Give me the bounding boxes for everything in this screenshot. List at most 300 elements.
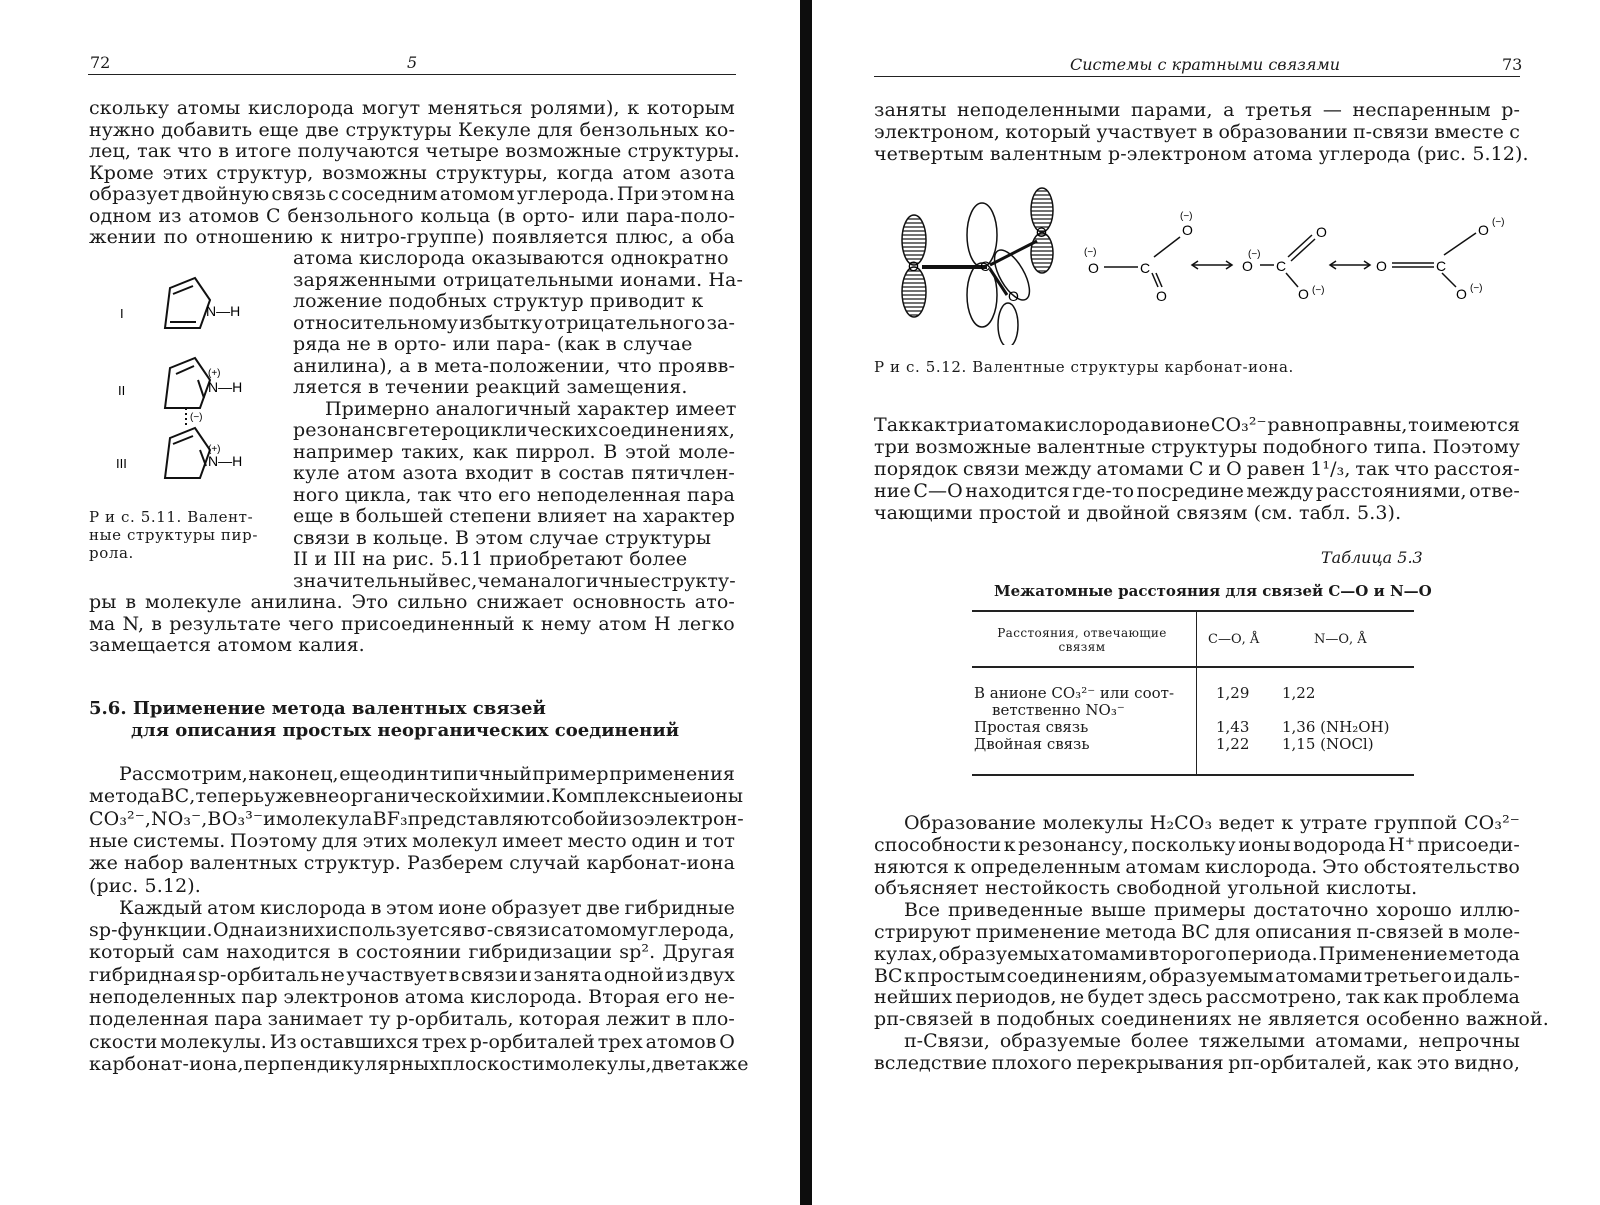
table-cell-name: Простая связь	[974, 718, 1089, 736]
text-line	[293, 441, 735, 463]
word: этом	[660, 183, 709, 205]
text-line	[89, 964, 735, 986]
word: порядок	[874, 458, 958, 480]
text-line: ряда не в орто- или пара- (как в случае	[293, 333, 693, 355]
word: плюс,	[615, 226, 675, 248]
word: влияет	[537, 505, 608, 527]
word: в	[386, 419, 398, 441]
word: группой	[1374, 812, 1458, 834]
word: образует	[89, 183, 180, 205]
word: карбонат-иона	[586, 852, 735, 875]
word: ВС	[874, 964, 903, 987]
s3-charge-top: (−)	[1492, 217, 1505, 228]
word: связи	[962, 458, 1020, 480]
word: атомами	[1096, 458, 1184, 480]
word: кислорода.	[1204, 855, 1318, 878]
text-line: II и III на рис. 5.11 приобретают более	[293, 548, 688, 570]
word: sp².	[619, 941, 656, 964]
word: с	[550, 919, 562, 942]
text-line	[89, 830, 735, 852]
word: случай	[509, 852, 581, 875]
word: σ-связи	[473, 919, 551, 942]
section-heading-line-2: для описания простых неорганических соединений	[131, 720, 680, 741]
word: проблема	[1421, 986, 1520, 1009]
text-line	[293, 462, 735, 484]
word: состав	[558, 462, 625, 484]
word: кислорода	[260, 896, 367, 919]
word: теперь	[195, 785, 265, 808]
word: к	[627, 97, 640, 119]
word: не	[320, 963, 345, 986]
word: стрируют	[874, 921, 972, 943]
word: для	[537, 118, 574, 141]
s1-o-top: O	[1182, 222, 1193, 238]
word: легко	[677, 612, 735, 635]
text-line	[874, 834, 1520, 856]
word: для	[321, 829, 358, 852]
word: π-связи	[1353, 120, 1429, 143]
word: азота	[402, 462, 458, 484]
header-rule	[88, 74, 736, 75]
word: иллю-	[1459, 899, 1520, 922]
word: атом	[622, 161, 671, 184]
word: p-орбиталь,	[395, 1008, 514, 1031]
structure-label-1: I	[120, 306, 124, 321]
text-line	[89, 1031, 735, 1053]
word: азота	[679, 161, 735, 184]
word: изоэлектрон-	[609, 807, 744, 830]
word: аналогичные	[516, 569, 651, 592]
word: что	[1394, 458, 1430, 480]
text-line	[874, 856, 1520, 878]
word: молекуле	[144, 591, 242, 613]
text-line	[874, 480, 1520, 502]
table-rule-bottom	[972, 774, 1414, 776]
word: скольку	[89, 97, 170, 119]
word: анилина),	[293, 354, 393, 377]
text-line: атома кислорода оказываются однократно	[293, 247, 729, 269]
word: имеет	[502, 829, 564, 852]
word: ионы	[690, 785, 744, 808]
s3-c: C	[1436, 258, 1447, 274]
word: ВС	[1181, 921, 1210, 943]
word: жении	[89, 226, 157, 248]
word: В	[603, 440, 618, 463]
word: куле	[293, 462, 340, 484]
word: Все	[904, 899, 941, 922]
text-line	[89, 591, 735, 613]
word: рассмотрено,	[1205, 986, 1343, 1009]
word: pπ-орбиталей,	[1228, 1051, 1373, 1074]
word: с	[328, 183, 339, 205]
word: присоединенный	[341, 612, 515, 635]
word: на	[612, 505, 638, 527]
word: один	[380, 763, 430, 785]
table-rule-top	[972, 610, 1414, 612]
word: электронов	[283, 986, 400, 1008]
word: собой	[550, 807, 610, 830]
word: плоскости	[440, 1052, 545, 1075]
word: метода	[89, 785, 161, 808]
text-line	[874, 965, 1520, 987]
word: еще	[339, 763, 380, 785]
word: находится	[965, 480, 1070, 502]
word: используется	[325, 919, 463, 942]
word: типа.	[1373, 436, 1428, 458]
s1-c: C	[1140, 260, 1151, 276]
word: чем	[477, 569, 517, 592]
word: также	[685, 1052, 749, 1075]
word: метода	[1448, 942, 1520, 965]
word: который	[89, 941, 175, 964]
word: бензольных	[579, 118, 699, 141]
word: пло-	[691, 1008, 735, 1031]
word: пар	[241, 986, 278, 1008]
word: применение	[975, 921, 1101, 943]
caption-line: ные структуры пир-	[89, 526, 258, 544]
word: его	[665, 986, 699, 1008]
text-line: замещается атомом калия.	[89, 634, 365, 656]
word: пиррол.	[515, 440, 596, 463]
word: в	[417, 354, 428, 377]
word: молекулы	[1042, 812, 1144, 834]
text-line	[874, 921, 1520, 943]
word: второго	[1148, 942, 1227, 965]
word: к	[1281, 812, 1294, 834]
word: равен	[1246, 458, 1306, 480]
table-cell-name: В анионе CO₃²⁻ или соот-	[974, 684, 1175, 702]
text-line	[119, 897, 735, 919]
word: нему	[540, 612, 592, 635]
word: ионе	[1161, 414, 1211, 436]
figure-5-12	[892, 185, 1532, 345]
word: оставшихся	[299, 1030, 420, 1053]
word: гетероциклических	[398, 419, 598, 441]
word: Это	[1322, 855, 1359, 878]
word: Одна	[212, 919, 265, 942]
word: пятичлен-	[631, 462, 735, 484]
word: результате	[169, 612, 282, 635]
text-line	[874, 99, 1520, 121]
word: тяжелыми	[1198, 1030, 1306, 1052]
right-page-number: 73	[1502, 55, 1523, 74]
word: в	[339, 505, 351, 527]
word: из	[158, 204, 182, 227]
word: могут	[361, 97, 421, 119]
table-cell-no: 1,36 (NH₂OH)	[1282, 718, 1390, 736]
word: занята	[533, 963, 603, 986]
word: сам	[182, 941, 220, 964]
word: с	[1509, 120, 1520, 143]
word: пара	[687, 483, 735, 506]
word: атомов	[188, 204, 260, 227]
book-spine	[800, 0, 812, 1205]
word: этом	[385, 896, 434, 919]
word: его	[498, 483, 532, 506]
text-line	[89, 919, 735, 941]
word: молекул	[412, 829, 498, 852]
word: Поэтому	[230, 829, 318, 852]
word: возможные	[915, 436, 1032, 458]
word: ионы	[1238, 833, 1291, 856]
text-line	[89, 613, 735, 635]
plus-charge-3: (+)	[208, 444, 221, 455]
word: атом	[346, 462, 396, 484]
word: ролями),	[530, 97, 620, 119]
word: не-	[704, 986, 735, 1008]
word: состоянии	[355, 941, 462, 964]
word: находится	[226, 941, 331, 964]
text-line: pπ-связей в подобных соединениях не является особенно важной.	[874, 1008, 1549, 1031]
s1-charge-left: (−)	[1084, 247, 1097, 258]
word: резонансу,	[1018, 833, 1129, 856]
word: проявв-	[658, 354, 735, 377]
word: не	[1060, 986, 1085, 1009]
word: чего	[288, 612, 334, 635]
word: Образование	[904, 812, 1037, 834]
word: поделенная	[89, 1008, 210, 1031]
text-line	[89, 986, 735, 1008]
word: вместе	[1434, 120, 1504, 143]
word: непрочны	[1418, 1030, 1520, 1052]
word: неподеленных	[89, 986, 236, 1008]
word: атомы	[176, 97, 241, 119]
table-title: Межатомные расстояния для связей С—О и N—О	[994, 582, 1432, 600]
word: образуемых	[938, 942, 1060, 965]
orb-o3: O	[1008, 288, 1019, 304]
text-line	[904, 812, 1520, 834]
word: в	[151, 612, 163, 635]
word: образуемые	[999, 1030, 1122, 1052]
word: пара	[214, 1008, 263, 1031]
table-cell-no: 1,22	[1282, 684, 1316, 702]
word: и	[1208, 458, 1222, 480]
word: двух	[690, 963, 735, 986]
word: молекулы.	[160, 1030, 267, 1053]
word: ко-	[704, 118, 735, 141]
text-line	[874, 458, 1520, 480]
atom-label-1: N—H	[206, 303, 241, 319]
word: углерода,	[636, 919, 735, 942]
word: будет	[1087, 986, 1145, 1009]
word: в	[540, 462, 552, 484]
word: место	[567, 829, 627, 852]
word: О	[1226, 458, 1242, 480]
word: вследствие	[874, 1051, 988, 1074]
text-line	[904, 1030, 1520, 1052]
word: неспаренным	[1352, 99, 1491, 121]
word: BF₃	[372, 807, 408, 830]
word: видно,	[1454, 1051, 1520, 1074]
word: BO₃³⁻	[207, 807, 264, 830]
s3-o-top: O	[1478, 222, 1489, 238]
word: участвует	[346, 963, 448, 986]
word: CO₃²⁻	[1210, 414, 1267, 436]
table-col-divider	[1196, 612, 1197, 776]
word: поскольку	[1131, 833, 1236, 856]
word: неорганической	[315, 785, 482, 808]
word: гибридизации	[468, 941, 613, 964]
word: между	[1024, 458, 1092, 480]
table-cell-co: 1,43	[1216, 718, 1250, 736]
word: что	[457, 483, 493, 506]
word: а	[681, 226, 694, 248]
word: мета-положении,	[434, 354, 611, 377]
text-line	[89, 941, 735, 963]
word: соседним	[340, 183, 438, 205]
text-line	[874, 436, 1520, 458]
word: утрате	[1299, 812, 1368, 834]
running-title: Системы с кратными связями	[1070, 55, 1341, 74]
word: к	[320, 226, 333, 248]
word: три	[874, 436, 910, 458]
word: этой	[625, 440, 671, 463]
text-line	[293, 484, 735, 506]
word: две	[586, 896, 620, 919]
word: —	[1322, 99, 1342, 121]
word: представляют	[407, 807, 551, 830]
word: в	[304, 785, 316, 808]
word: определенным	[970, 855, 1121, 878]
word: одном	[89, 204, 152, 227]
text-line: (рис. 5.12).	[89, 874, 201, 897]
word: Комплексные	[551, 785, 691, 808]
word: оба	[700, 226, 735, 248]
text-line	[89, 807, 744, 830]
word: sp-функции.	[89, 919, 213, 942]
word: выше	[1091, 899, 1147, 922]
word: занимает	[267, 1008, 364, 1031]
word: Это	[351, 591, 389, 613]
word: а	[399, 354, 411, 377]
pyrrole-structures	[110, 270, 280, 500]
word: значительный	[293, 569, 439, 592]
s2-charge-bottom: (−)	[1312, 285, 1325, 296]
word: еще	[293, 505, 334, 527]
text-line	[293, 355, 735, 377]
word: Н	[653, 612, 671, 635]
word: тот	[702, 829, 735, 852]
word: две	[305, 118, 340, 141]
word: атомами	[1275, 964, 1363, 987]
word: так	[1345, 986, 1380, 1009]
word: H⁺	[1388, 833, 1415, 856]
text-line	[89, 1008, 735, 1030]
word: примеры	[1154, 899, 1246, 922]
figure-5-12-caption: Р и с. 5.12. Валентные структуры карбонат-иона.	[874, 358, 1294, 376]
word: скости	[89, 1030, 158, 1053]
word: 1¹/₃,	[1310, 458, 1351, 480]
word: еще	[258, 118, 299, 141]
word: неподеленная	[537, 483, 682, 506]
text-line	[89, 205, 735, 227]
word: образует	[491, 896, 582, 919]
word: этих	[362, 829, 408, 852]
word: и	[1453, 964, 1467, 987]
word: когда	[556, 161, 614, 184]
word: орто-	[522, 204, 575, 227]
s1-o-left: O	[1088, 260, 1099, 276]
word: ионе	[438, 896, 487, 919]
word: ато-	[694, 591, 735, 613]
word: основность	[572, 591, 686, 613]
s3-o-left: O	[1376, 258, 1387, 274]
word: приведенные	[948, 899, 1084, 922]
word: в	[448, 963, 460, 986]
word: моле-	[678, 440, 735, 463]
word: нужно	[89, 118, 155, 141]
word: p-орбиталей	[469, 1030, 595, 1053]
word: соединениям,	[1006, 964, 1148, 987]
word: атомов	[645, 1030, 717, 1053]
word: даль-	[1467, 964, 1520, 987]
structure-label-2: II	[118, 383, 126, 398]
word: нитро-группе)	[340, 226, 485, 248]
word: валентные	[1036, 436, 1146, 458]
word: (в	[497, 204, 516, 227]
word: или	[581, 204, 620, 227]
word: них	[288, 919, 325, 942]
s1-o-bottom: O	[1156, 288, 1167, 304]
word: неподеленными	[957, 99, 1121, 121]
word: возможны	[322, 161, 427, 184]
word: ведет	[1218, 812, 1275, 834]
word: Из	[269, 1030, 297, 1053]
word: парами,	[1130, 99, 1213, 121]
word: кислорода	[1043, 414, 1150, 436]
word: набор	[124, 852, 184, 875]
word: в	[675, 1008, 687, 1031]
word: же	[89, 852, 118, 875]
word: водорода	[1293, 833, 1386, 856]
word: сильно	[397, 591, 468, 613]
word: N,	[122, 612, 145, 635]
word: как	[472, 440, 509, 463]
word: хорошо	[1376, 899, 1452, 922]
word: атомом	[561, 919, 637, 942]
word: CO₃²⁻	[1464, 812, 1520, 834]
word: способности	[874, 833, 1002, 856]
orb-o2: O	[1036, 224, 1047, 240]
word: структур.	[303, 852, 401, 875]
word: образуемым	[1148, 964, 1274, 987]
word: за-	[706, 311, 735, 334]
section-heading-line-1: 5.6. Применение метода валентных связей	[89, 698, 546, 719]
word: один	[631, 829, 681, 852]
word: Рассмотрим,	[119, 763, 248, 785]
word: атома	[404, 986, 465, 1008]
left-page-number: 72	[90, 53, 111, 72]
caption-line: рола.	[89, 544, 134, 562]
table-cell-name: Двойная связь	[974, 735, 1090, 753]
word: p-	[1501, 99, 1520, 121]
word: С	[266, 204, 281, 227]
word: и	[519, 963, 532, 986]
word: отве-	[1469, 480, 1520, 502]
word: таких,	[401, 440, 465, 463]
word: заняты	[874, 99, 947, 121]
word: которым	[646, 97, 735, 119]
word: С—О	[913, 480, 963, 502]
word: Разберем	[407, 852, 504, 875]
word: sp-орбиталь	[197, 963, 320, 986]
word: перекрывания	[1076, 1051, 1224, 1074]
word: системы.	[132, 829, 226, 852]
word: NO₃⁻,	[151, 807, 208, 830]
word: то	[1408, 414, 1431, 436]
word: посредине	[1136, 480, 1244, 502]
word: резонанс	[293, 419, 387, 441]
